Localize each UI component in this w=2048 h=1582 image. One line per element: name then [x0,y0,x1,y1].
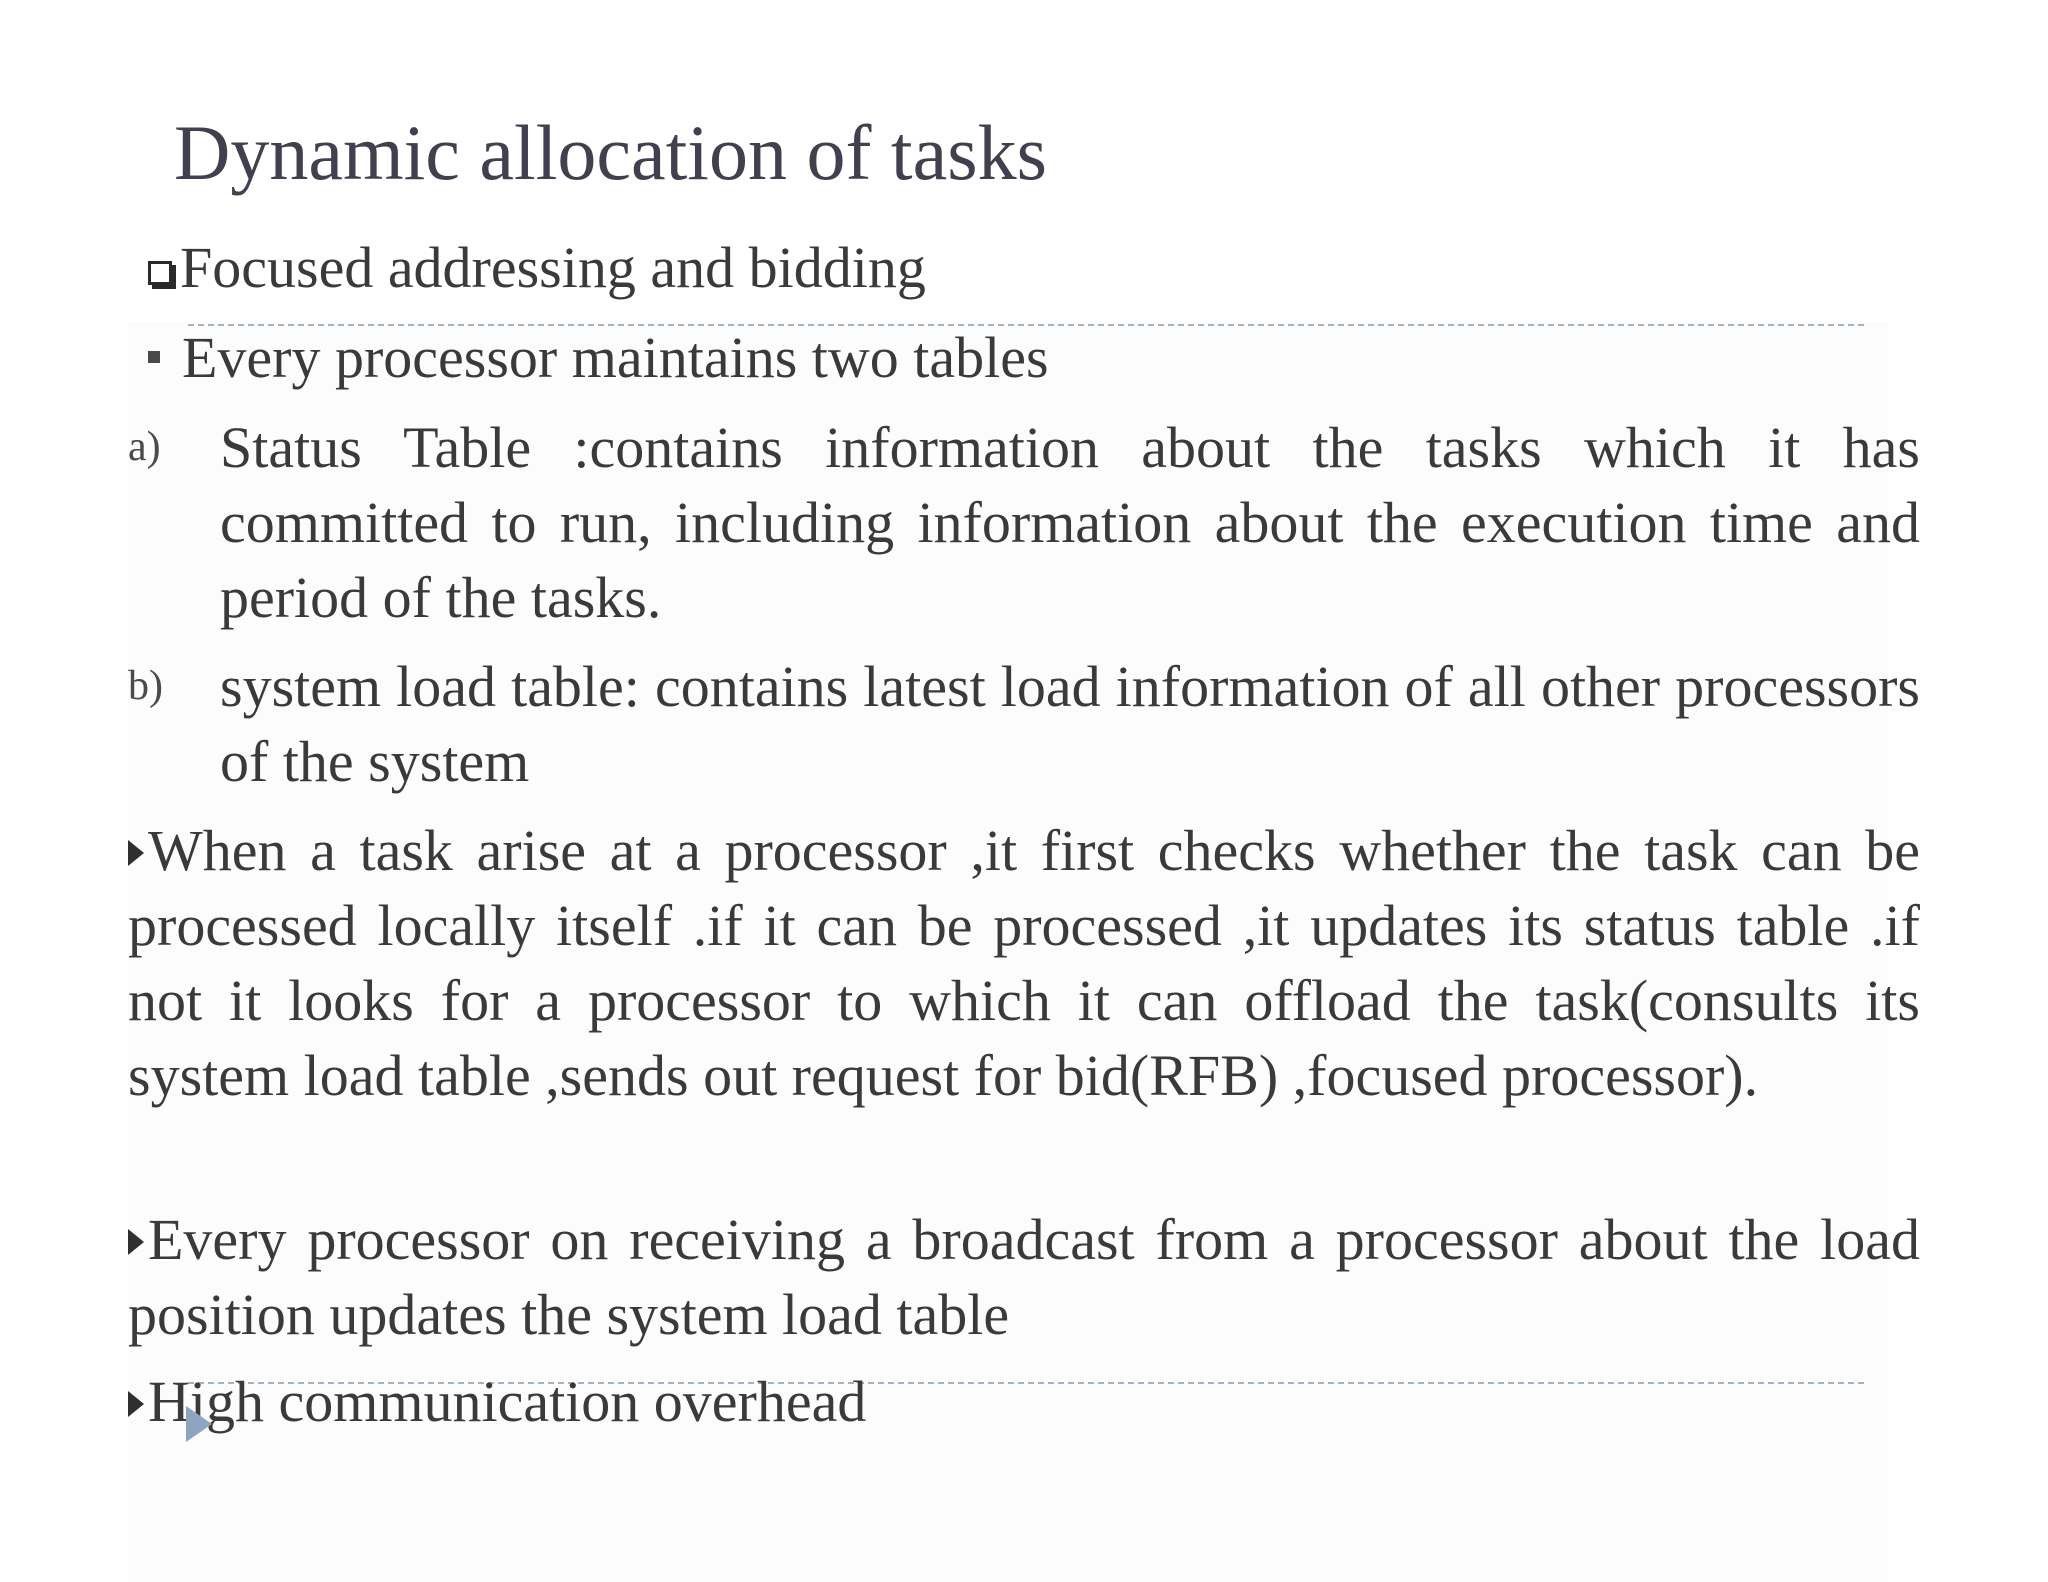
point-overhead [128,1364,1920,1439]
list-marker-b: b) [128,663,163,709]
system-load-table-item: system load table: contains latest load information of all other processors of the system [220,654,1920,794]
point-task-arrival [128,813,1920,1113]
point-text: When a task arise at a processor ,it first checks whether the task can be processed locally itself .if it can be processed ,it updates its status table .if not it looks for a processor to which it can offload the task(consults its system load table ,sends out request for bid(RFB) ,focused processor). [128,818,1920,1108]
triangle-bullet-icon [128,1229,144,1255]
intro-bullet [148,320,1049,395]
square-bullet-icon [148,351,160,363]
nav-arrow-icon [186,1406,212,1442]
slide-title: Dynamic allocation of tasks [174,109,1047,196]
checkbox-icon [148,261,172,285]
triangle-bullet-icon [128,840,144,866]
list-marker-a: a) [128,424,161,470]
status-table-item: Status Table :contains information about the tasks which it has committed to run, including information about the execution time and period of the tasks. [220,415,1920,630]
point-text: Every processor on receiving a broadcast from a processor about the load position updates the system load table [128,1207,1920,1347]
point-broadcast [128,1202,1920,1352]
subtitle [148,230,926,305]
triangle-bullet-icon [128,1391,144,1417]
point-text: High communication overhead [148,1369,867,1434]
intro-bullet-text: Every processor maintains two tables [182,325,1049,390]
subtitle-text: Focused addressing and bidding [180,235,926,300]
